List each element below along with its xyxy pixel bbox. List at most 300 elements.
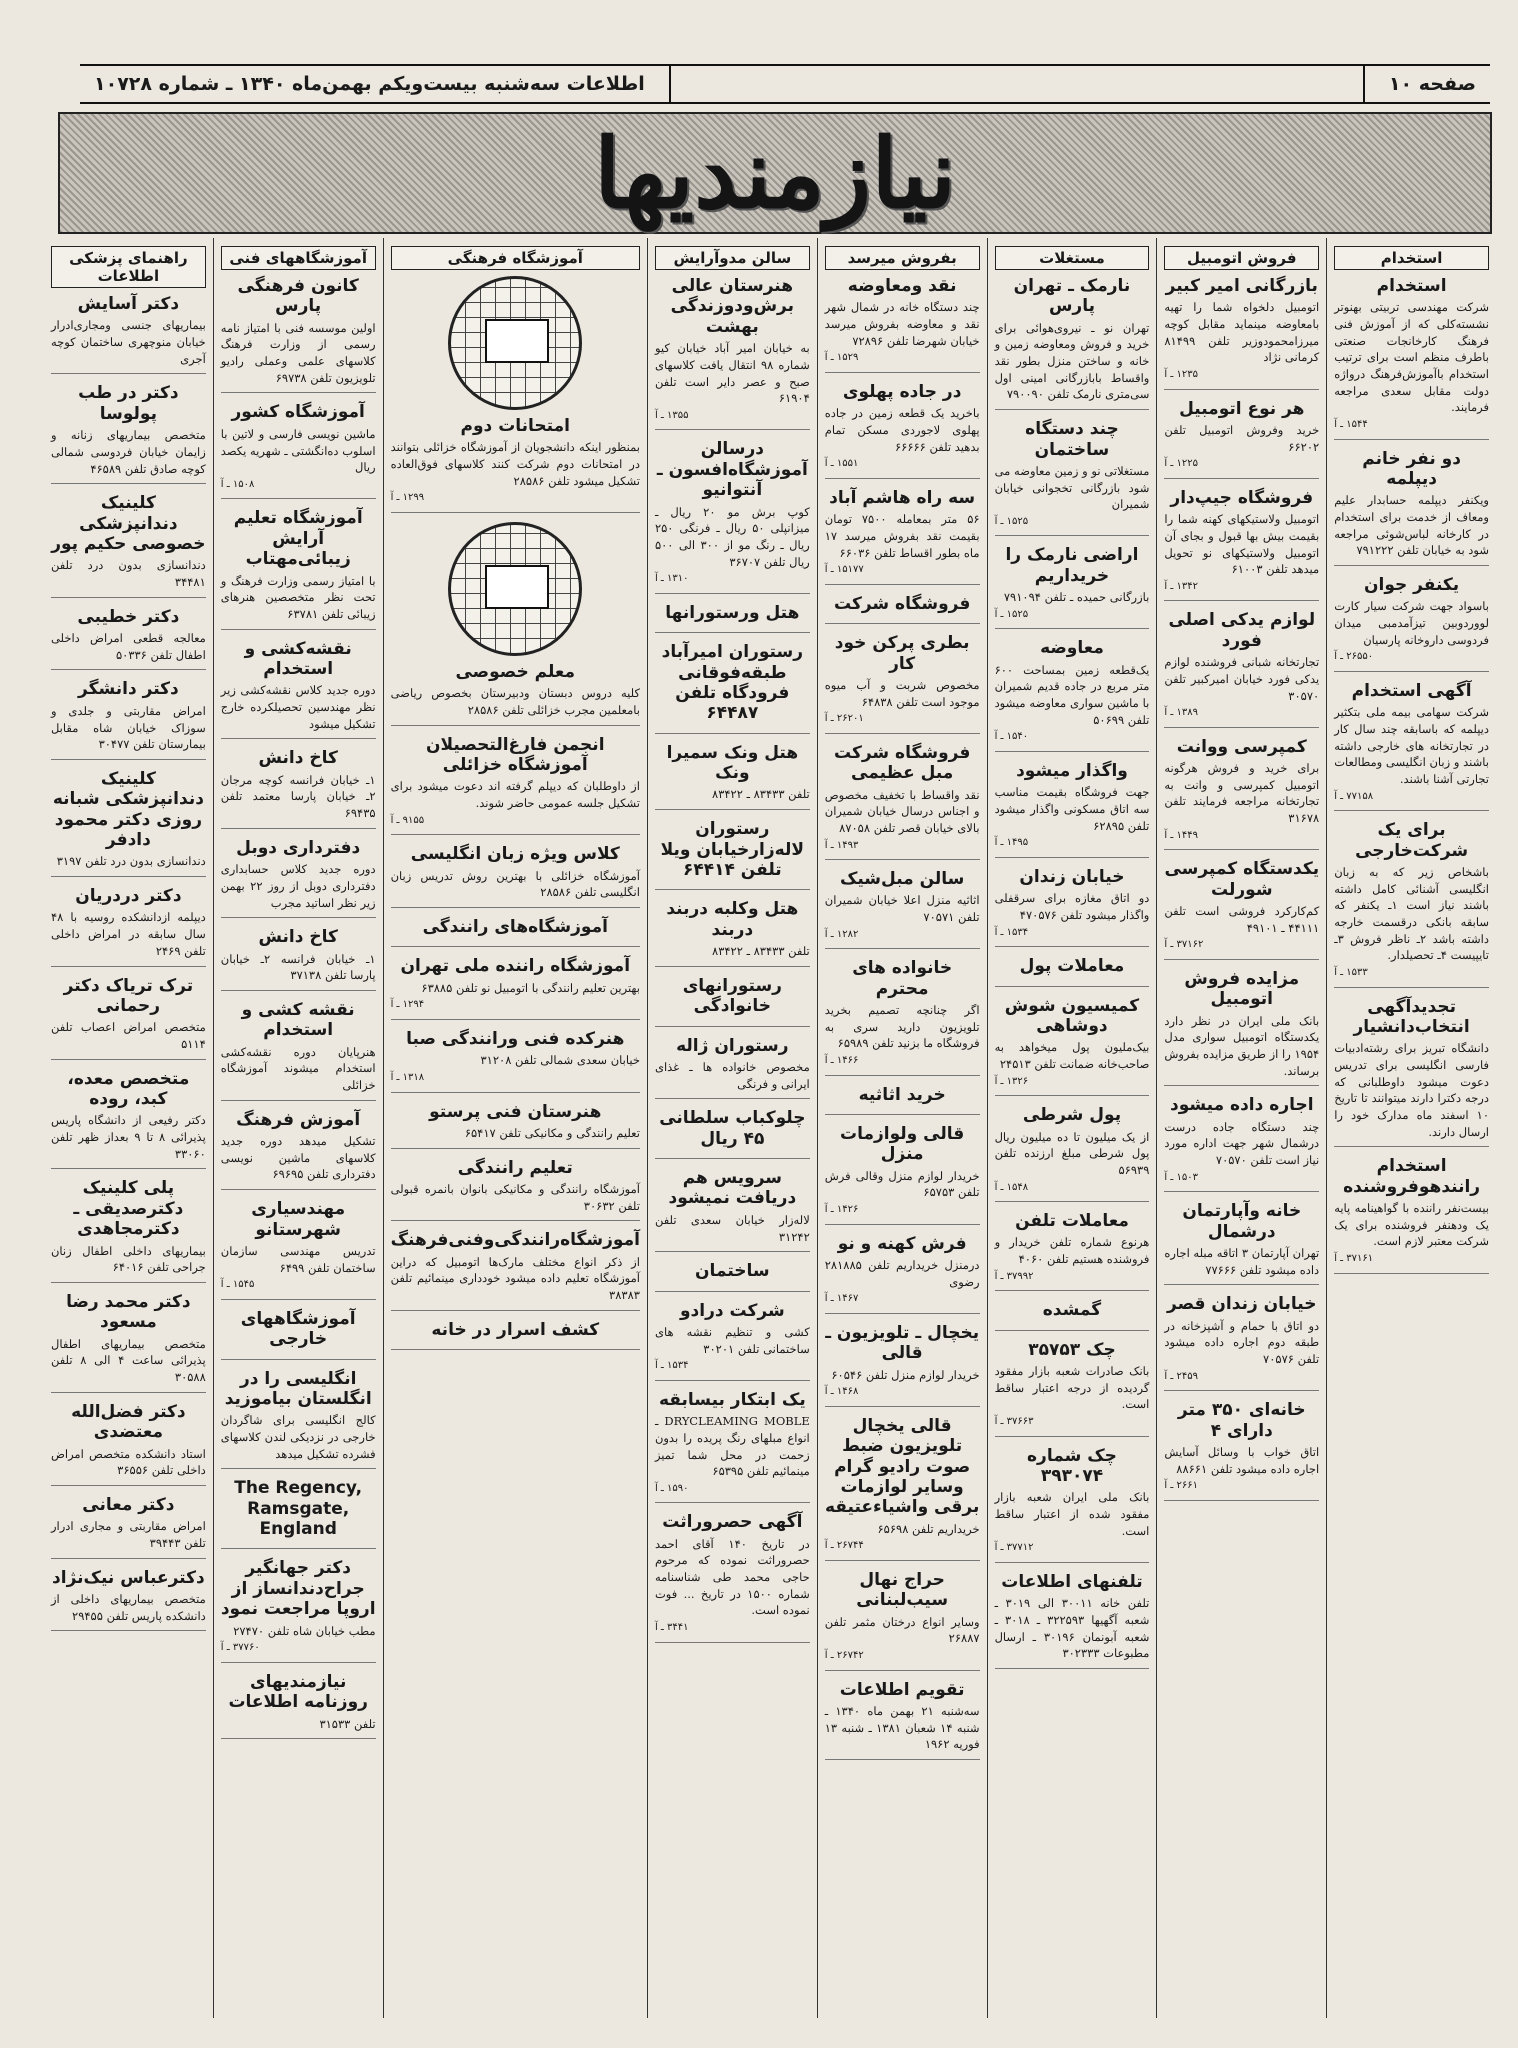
ad-body: کوپ برش مو ۲۰ ریال ـ میزانپلی ۵۰ ریال ـ فرنگی ۲۵۰ ریال ـ رنگ مو از ۳۰۰ الی ۵۰۰ ریال تلفن ۳۶۷۰۷: [654, 504, 810, 569]
classified-ad: [391, 1029, 640, 1093]
ad-code: ۳۷۱۶۱ ـ آ: [1334, 1253, 1374, 1265]
classified-ad: [51, 886, 206, 966]
ad-title: خانواده های محترم: [852, 958, 953, 999]
ad-title: هنرستان عالی برش‌ودوزندگی بهشت: [670, 276, 795, 337]
ad-title: مزایده فروش اتومبیل: [1184, 968, 1300, 1010]
ad-title: تقویم اطلاعات: [839, 1679, 965, 1700]
classified-ad: [1334, 575, 1489, 672]
classified-ad: [221, 1558, 376, 1662]
classified-ad: [1164, 1400, 1319, 1501]
ad-body: متخصص بیماریهای زنانه و زایمان خیابان فردوسی شمالی کوچه صادق تلفن ۴۶۵۸۹: [50, 428, 206, 476]
ad-body: بازرگانی حمیده ـ تلفن ۷۹۱۰۹۴: [1003, 590, 1150, 605]
ad-title: گمشده: [1042, 1300, 1102, 1321]
ad-title: فروشگاه شرکت: [833, 593, 971, 614]
ad-code: ۱۵۰۸ ـ آ: [220, 478, 255, 490]
ad-title: متخصص معده، کبد، روده: [67, 1068, 190, 1110]
section-heading: آموزشگاه فرهنگی: [391, 246, 640, 270]
ad-title: کمیسیون شوش دوشاهی: [1004, 995, 1140, 1036]
ad-title: بطری پرکن خود کار: [834, 633, 970, 674]
ad-body: بیماریهای داخلی اطفال زنان جراحی تلفن ۶۴۰۱۶: [50, 1243, 206, 1275]
ad-title: کمپرسی ووانت: [1176, 736, 1307, 757]
ad-title: فروشگاه جیپ‌دار: [1170, 487, 1314, 508]
ad-body: شرکت مهندسی تربیتی بهنوتر نشسته‌کلی که از آموزش فنی فرهنگ کارخانجات صنعتی باطرف منظم است برای ترتیب استخدام باآموزش‌فرهنگ درواژه دولت مقابل سعدی مراجعه فرمایند.: [1334, 300, 1489, 415]
ad-body: تدریس مهندسی سازمان ساختمان تلفن ۶۴۹۹: [220, 1243, 376, 1275]
ad-code: ۱۵۳۴ ـ آ: [654, 1360, 689, 1372]
ad-body: بانک ملی ایران در نظر دارد یکدستگاه اتومبیل سواری مدل ۱۹۵۴ را از طریق مزایده بفروش برساند.: [1164, 1013, 1320, 1078]
ad-body: به خیابان امیر آباد خیابان کیو شماره ۹۸ انتقال یافت کلاسهای صبح و عصر دایر است تلفن ۶۱۹۰۴: [654, 341, 810, 406]
ad-body: از ذکر انواع مختلف مارک‌ها اتومبیل که دراین آموزشگاه تعلیم داده میشود خودداری مینمائیم تلفن ۳۸۳۸۳: [390, 1254, 640, 1303]
ad-title: نقشه کشی و استخدام: [241, 999, 355, 1041]
ad-code: ۱۵۲۵ ـ آ: [994, 515, 1029, 527]
classified-ad: [1164, 969, 1319, 1086]
ad-title: آگهی استخدام: [1351, 680, 1472, 701]
classified-ad: [51, 679, 206, 759]
ad-title: کشف اسرار در خانه: [431, 1319, 600, 1340]
classified-ad: [51, 493, 206, 598]
ad-code: ۳۷۶۶۳ ـ آ: [994, 1416, 1034, 1428]
classified-ad: [825, 382, 980, 479]
classified-ad: [1164, 1095, 1319, 1192]
classified-ad: [1334, 276, 1489, 440]
ad-title: نیازمندیهای روزنامه اطلاعات: [228, 1671, 368, 1713]
classified-ad: [1334, 820, 1489, 987]
ad-column: [383, 238, 647, 2018]
ad-title: چلوکباب سلطانی ۴۵ ریال: [659, 1108, 806, 1149]
ad-title: واگذار میشود: [1016, 760, 1128, 781]
classified-ad: [655, 819, 810, 890]
classified-ad: [391, 1320, 640, 1350]
classified-ad: [825, 1416, 980, 1561]
classified-ad: [995, 1211, 1150, 1291]
ad-title: فروشگاه شرکت مبل عظیمی: [833, 742, 971, 784]
ad-body: استاد دانشکده متخصص امراض داخلی تلفن ۳۶۵۵۶: [50, 1446, 206, 1478]
ad-code: ۲۶۶۱ ـ آ: [1164, 1480, 1198, 1492]
ad-body: کشی و تنظیم نقشه های ساختمانی تلفن ۳۰۲۰۱: [654, 1324, 810, 1356]
classified-ad: [825, 1323, 980, 1407]
header-rule: [669, 66, 1365, 102]
ad-column: [1326, 238, 1496, 2018]
ad-body: اتومبیل ولاستیکهای کهنه شما را بقیمت بیش بها قبول و بجای آن اتومبیل ولاستیکهای نو تحویل میدهد تلفن ۶۱۰۰۳: [1164, 512, 1320, 577]
classified-ad: [825, 1680, 980, 1760]
ad-body: ۵۶ متر بمعامله ۷۵۰۰ تومان بقیمت نقد بفروش میرسد ۱۷ ماه بطور اقساط تلفن ۶۶۰۳۶: [824, 512, 980, 560]
classified-ad: [221, 1000, 376, 1101]
ad-title: آموزش فرهنگ: [236, 1109, 361, 1130]
classified-ad: [221, 276, 376, 393]
ad-title: نقد ومعاوضه: [847, 276, 957, 296]
ad-body: مخصوص خانواده ها ـ غذای ایرانی و فرنگی: [654, 1059, 810, 1091]
ad-code: ۲۶۵۵۰ ـ آ: [1334, 651, 1374, 663]
ad-title: چک ۳۵۷۵۳: [1028, 1339, 1116, 1360]
classified-ad: [825, 1124, 980, 1225]
ad-body: کم‌کارکرد فروشی است تلفن ۴۴۱۱۱ ـ ۴۹۱۰۱: [1164, 904, 1320, 935]
ad-code: ۱۴۹۳ ـ آ: [824, 839, 859, 851]
ad-body: بانک صادرات شعبه بازار مفقود گردیده از درجه اعتبار ساقط است.: [994, 1364, 1150, 1412]
classified-ad: [391, 1102, 640, 1149]
classified-ad: [825, 743, 980, 860]
ad-code: ۱۴۶۸ ـ آ: [824, 1386, 859, 1398]
ad-body: دو اتاق با حمام و آشپزخانه در طبقه دوم اجاره داده میشود تلفن ۷۰۵۷۶: [1164, 1318, 1320, 1367]
ad-body: آموزشگاه رانندگی و مکانیکی بانوان بانمره قبولی تلفن ۳۰۶۳۲: [390, 1181, 640, 1213]
ad-body: مخصوص شربت و آب میوه موجود است تلفن ۶۴۸۳۸: [824, 677, 980, 709]
ad-code: ۱۴۶۶ ـ آ: [824, 1055, 859, 1067]
classified-ad: [51, 769, 206, 877]
ad-code: ۳۷۷۱۲ ـ آ: [994, 1542, 1034, 1554]
classified-ad: [995, 996, 1150, 1097]
ad-title: خیابان زندان قصر: [1167, 1294, 1317, 1315]
ad-body: درمنزل خریداریم تلفن ۲۸۱۸۸۵ رضوی: [824, 1257, 980, 1289]
ad-code: ۱۴۴۹ ـ آ: [1164, 829, 1198, 841]
section-heading: سالن مدوآرایش: [655, 246, 810, 270]
ad-title: در جاده پهلوی: [842, 381, 962, 402]
ad-title: سه راه هاشم آباد: [829, 487, 976, 508]
ad-title: انجمن فارغ‌التحصیلان آموزشگاه خزائلی: [426, 734, 605, 776]
classified-ad: [825, 1570, 980, 1671]
ad-body: دندانسازی بدون درد تلفن ۳۱۹۷: [56, 854, 206, 869]
ad-title: خیابان زندان: [1019, 866, 1125, 887]
ad-body: نقد واقساط با تخفیف مخصوص و اجناس درسال خیابان شمیران بالای خیابان قصر تلفن ۸۷۰۵۸: [824, 787, 980, 835]
ad-body: بیست‌نفر راننده با گواهینامه پایه یک ودهنفر فروشنده برای یک شرکت معتبر لازم است.: [1334, 1201, 1489, 1249]
ad-code: ۱۴۲۶ ـ آ: [824, 1204, 859, 1216]
ad-title: معاملات تلفن: [1015, 1211, 1129, 1232]
classified-ad: [51, 1292, 206, 1393]
classified-ad: [221, 748, 376, 828]
ad-code: ۱۵۴۸ ـ آ: [994, 1181, 1029, 1193]
section-heading: بفروش میرسد: [825, 246, 980, 270]
classified-ad: [995, 956, 1150, 986]
ad-body: تلفن ۸۳۴۳۳ ـ ۸۳۴۲۲: [712, 787, 810, 802]
ad-code: ۱۳۸۹ ـ آ: [1164, 707, 1198, 719]
ad-columns: [44, 238, 1496, 2018]
ad-body: تشکیل میدهد دوره جدید کلاسهای ماشین نویسی دفترداری تلفن ۶۹۶۹۵: [220, 1134, 376, 1182]
classified-ad: [221, 1110, 376, 1190]
ad-title: معاملات پول: [1019, 956, 1125, 977]
ad-body: DRYCLEAMING MOBLE ـ انواع مبلهای رنگ پریده را بدون زحمت در محل شما تمیز مینمائیم تلفن ۶۵۳۹۵: [654, 1414, 810, 1479]
ad-title: دکتر فضل‌الله معتضدی: [71, 1401, 186, 1443]
classified-ad: [391, 1230, 640, 1310]
classified-ad: [51, 1178, 206, 1283]
ad-title: شرکت درادو: [679, 1300, 785, 1321]
ad-title: بازرگانی امیر کبیر: [1165, 276, 1318, 296]
ad-body: بانک ملی ایران شعبه بازار مفقود شده از اعتبار ساقط است.: [994, 1490, 1150, 1538]
ad-body: از یک میلیون تا ده میلیون ریال پول شرطی مبلغ ارزنده تلفن ۵۶۹۳۹: [994, 1129, 1150, 1177]
ad-column: [817, 238, 987, 2018]
ad-body: مستغلاتی نو و زمین معاوضه می شود بازرگانی تخجوانی خیابان شمیران: [994, 463, 1150, 512]
ad-body: خرید وفروش اتومبیل تلفن ۶۶۲۰۲: [1164, 422, 1320, 454]
classified-ad: [825, 633, 980, 734]
ad-code: ۱۴۹۵ ـ آ: [994, 837, 1029, 849]
classified-ad: [655, 899, 810, 966]
ad-title: هنرکده فنی ورانندگی صبا: [406, 1028, 625, 1049]
ad-body: کلیه دروس دبستان ودبیرستان بخصوص ریاضی بامعلمین مجرب خزائلی تلفن ۲۸۵۸۶: [390, 686, 640, 717]
ad-title: آموزشگاههای خارجی: [240, 1308, 356, 1350]
classified-ad: [1334, 681, 1489, 811]
ad-code: ۱۵۳۳ ـ آ: [1334, 967, 1368, 979]
ad-body: سه‌شنبه ۲۱ بهمن ماه ۱۳۴۰ ـ شنبه ۱۴ شعبان ۱۳۸۱ ـ شنبه ۱۳ فوریه ۱۹۶۲: [824, 1703, 980, 1752]
ad-code: ۱۵۵۱ ـ آ: [824, 458, 859, 470]
classified-ad: [995, 1340, 1150, 1437]
ad-title: کانون فرهنگی پارس: [237, 276, 359, 317]
ad-title: قالی ولوازمات منزل: [840, 1123, 965, 1165]
section-heading: فروش اتومبیل: [1164, 246, 1319, 270]
classified-ad: [825, 1234, 980, 1314]
classified-ad: [51, 1568, 206, 1632]
classified-ad: [1164, 1201, 1319, 1285]
ad-title: اجاره داده میشود: [1169, 1095, 1314, 1116]
ad-title: آموزشگاه‌های رانندگی: [422, 917, 608, 937]
top-header-bar: [80, 64, 1490, 104]
ad-title: رستوران لاله‌زارخیابان ویلا تلفن ۶۴۴۱۴: [660, 819, 805, 880]
ad-body: امراض مقاربتی و جلدی و سوزاک خیابان شاه مقابل بیمارستان تلفن ۳۰۴۷۷: [50, 703, 206, 752]
ad-title: هنرستان فنی پرستو: [429, 1101, 602, 1122]
ad-title: دکتر دانشگر: [78, 679, 179, 700]
ad-title: یکدستگاه کمپرسی شورلت: [1164, 859, 1320, 900]
classified-ad: [391, 416, 640, 513]
ad-title: هر نوع اتومبیل: [1179, 398, 1305, 419]
ad-body: تعلیم رانندگی و مکانیکی تلفن ۶۵۴۱۷: [464, 1125, 640, 1140]
ad-body: هرنوع شماره تلفن خریدار و فروشنده هستیم تلفن ۴۰۶۰: [994, 1235, 1150, 1267]
ad-title: یک ابتکار بیسابقه: [658, 1389, 806, 1410]
classified-ad: [221, 927, 376, 991]
ad-body: آموزشگاه خزائلی با بهترین روش تدریس زبان انگلیسی تلفن ۲۸۵۸۶: [390, 868, 640, 900]
ad-title: رستوران امیرآباد طبقه‌فوقانی فرودگاه تلفن ۶۴۴۸۷: [661, 642, 804, 724]
ad-title: نارمک ـ تهران پارس: [1013, 276, 1131, 317]
ad-body: اثاثیه منزل اعلا خیابان شمیران تلفن ۷۰۵۷۱: [824, 893, 980, 925]
ad-title: دو نفر خانم دیپلمه: [1362, 448, 1461, 489]
ad-body: متخصص امراض اعصاب تلفن ۵۱۱۴: [50, 1020, 206, 1051]
classified-ad: [995, 1105, 1150, 1202]
classified-ad: [995, 419, 1150, 536]
ad-title: چند دستگاه ساختمان: [1025, 419, 1119, 460]
classified-ad: [995, 1446, 1150, 1563]
ad-code: ۱۵۹۰ ـ آ: [654, 1482, 689, 1494]
ad-body: تهران آپارتمان ۳ اتاقه مبله اجاره داده میشود تلفن ۷۷۶۶۶: [1164, 1246, 1320, 1277]
classified-ad: [221, 1369, 376, 1470]
classified-ad: [655, 642, 810, 734]
classified-ad: [655, 1512, 810, 1642]
ad-body: بمنظور اینکه دانشجویان از آموزشگاه خزائلی بتوانند در امتحانات دوم شرکت کنند کلاسهای فوق‌العاده تشکیل میشود تلفن ۲۸۵۸۶: [390, 440, 640, 488]
ad-title: آموزشگاه تعلیم آرایش زیبائی‌مهتاب: [233, 508, 363, 570]
ad-body: در تاریخ ۱۴۰ آقای احمد حصروراثت نموده که مرحوم حاجی محمد طی شناسنامه شماره ۱۵۰۰ در تاریخ ... فوت نموده است.: [654, 1536, 810, 1618]
ad-code: ۲۶۷۴۴ ـ آ: [824, 1540, 864, 1552]
ad-title: کلینیک دندانپزشکی شبانه روزی دکتر محمود دادفر: [52, 768, 204, 851]
ad-body: اتومبیل دلخواه شما را تهیه بامعاوضه مینماید مقابل کوچه میرزامحمودوزیر تلفن ۸۱۴۹۹ کرمانی نژاد: [1164, 300, 1320, 365]
ad-body: معالجه قطعی امراض داخلی اطفال تلفن ۵۰۳۳۶: [50, 631, 206, 662]
classified-ad: [221, 402, 376, 499]
school-globe-emblem-icon: [448, 522, 582, 656]
classified-ad: [995, 1572, 1150, 1669]
ad-title: کاخ دانش: [258, 927, 338, 948]
ad-body: ۱ـ خیابان فرانسه کوچه مرجان ۲ـ خیابان پارسا معتمد تلفن ۶۹۴۳۵: [220, 772, 376, 821]
ad-column: [1156, 238, 1326, 2018]
classified-ad: [391, 735, 640, 836]
ad-title: آگهی حصروراثت: [662, 1512, 803, 1533]
classified-ad: [655, 1390, 810, 1504]
classified-ad: [391, 917, 640, 947]
ad-body: باسواد جهت شرکت سیار کارت لووردوبین تیزآمدمبی میدان فردوسی داروخانه پارسیان: [1334, 599, 1489, 647]
classified-ad: [825, 488, 980, 585]
ad-body: خریدار لوازم منزل وقالی فرش تلفن ۶۵۷۵۳: [824, 1168, 980, 1200]
ad-body: خریداریم تلفن ۶۵۶۹۸: [877, 1521, 980, 1536]
ad-title: لوازم یدکی اصلی فورد: [1168, 610, 1316, 651]
classified-ad: [221, 1199, 376, 1300]
ad-title: برای یک شرکت‌خارجی: [1355, 820, 1469, 861]
classified-ad: [995, 638, 1150, 752]
ad-code: ۱۵۰۳ ـ آ: [1164, 1171, 1198, 1183]
classified-ad: [825, 594, 980, 624]
classified-ad: [51, 607, 206, 671]
ad-title: ساختمان: [695, 1261, 770, 1282]
classified-ad: [391, 1158, 640, 1222]
ad-title: هتل ونک سمیرا ونک: [666, 742, 799, 784]
ad-body: دوره جدید کلاس نقشه‌کشی زیر نظر مهندسین تحصیلکرده خارج تشکیل میشود: [220, 683, 376, 731]
ad-title: آموزشگاه‌رانندگی‌وفنی‌فرهنگ: [390, 1230, 640, 1251]
ad-title: مهندسیاری شهرستانو: [251, 1199, 346, 1240]
ad-body: جهت فروشگاه بقیمت مناسب سه اتاق مسکونی واگذار میشود تلفن ۶۲۸۹۵: [994, 785, 1150, 833]
ad-title: آموزشگاه راننده‌ ملی تهران: [400, 956, 631, 977]
ad-body: یک‌قطعه زمین بمساحت ۶۰۰ متر مربع در جاده قدیم شمیران با ماشین سواری معاوضه میشود تلفن ۵۰۶۹۹: [994, 662, 1150, 727]
ad-body: متخصص بیماریهای داخلی از دانشکده پاریس تلفن ۲۹۴۵۵: [50, 1591, 206, 1623]
ad-body: بهترین تعلیم رانندگی با اتومبیل نو تلفن ۶۳۸۸۵: [421, 980, 640, 995]
classified-ad: [221, 1672, 376, 1739]
banner-title: نیازمندیها: [593, 116, 957, 230]
ad-code: ۱۳۱۰ ـ آ: [654, 573, 689, 585]
ad-title: یکنفر جوان: [1364, 575, 1460, 596]
ad-body: دو اتاق مغازه برای سرقفلی واگذار میشود تلفن ۴۷۰۵۷۶: [994, 891, 1150, 922]
ad-body: تجارتخانه شبانی فروشنده لوازم یدکی فورد خیابان امیرکبیر تلفن ۳۰۵۷۰: [1164, 655, 1320, 703]
ad-body: لاله‌زار خیابان سعدی تلفن ۳۱۲۴۲: [654, 1212, 810, 1244]
classified-ad: [995, 1300, 1150, 1330]
date-line: اطلاعات سه‌شنبه بیست‌و‌یکم بهمن‌ماه ۱۳۴۰ ـ شماره ۱۰۷۲۸: [94, 73, 645, 95]
ad-title: خانه وآپارتمان درشمال: [1182, 1201, 1302, 1242]
ad-body: اگر چنانچه تصمیم بخرید تلویزیون دارید سری به فروشگاه ما بزنید تلفن ۶۵۹۸۹: [824, 1003, 980, 1051]
ad-body: تلفن ۸۳۴۳۳ ـ ۸۳۴۲۲: [712, 944, 810, 959]
ad-title: انگلیسی را در انگلستان بیاموزید: [224, 1368, 372, 1409]
classified-ad: [655, 976, 810, 1027]
classified-ad: [995, 276, 1150, 410]
ad-title: The Regency, Ramsgate, England: [234, 1478, 363, 1540]
ad-title: خانه‌ای ۳۵۰ متر دارای ۴: [1177, 1400, 1306, 1441]
ad-title: دکتر در طب پولوسا: [78, 383, 179, 424]
ad-body: چند دستگاه جاده درست درشمال شهر جهت اداره مورد نیاز است تلفن ۷۰۵۷۰: [1164, 1119, 1320, 1168]
ad-title: دکتر جهانگیر جراح‌دندانساز از اروپا مراجعت نمود: [220, 1558, 376, 1620]
ad-code: ۱۵۱۷۷ ـ آ: [824, 564, 864, 576]
ad-column: [44, 238, 213, 2018]
ad-title: دکتر دردریان: [75, 886, 182, 907]
ad-code: ۱۵۲۵ ـ آ: [994, 608, 1029, 620]
ad-code: ۱۲۸۲ ـ آ: [824, 928, 859, 940]
ad-body: چند دستگاه خانه در شمال شهر نقد و معاوضه بفروش میرسد خیابان شهرضا تلفن ۷۲۸۹۶: [824, 300, 980, 348]
ad-code: ۷۷۱۵۸ ـ آ: [1334, 790, 1374, 802]
classified-ad: [995, 867, 1150, 947]
classified-ad: [655, 1036, 810, 1100]
ad-title: دکترعباس نیک‌نژاد: [52, 1567, 205, 1588]
ad-code: ۲۴۵۹ ـ آ: [1164, 1370, 1198, 1382]
ad-code: ۱۲۹۹ ـ آ: [390, 492, 425, 504]
ad-title: سالن مبل‌شیک: [839, 869, 965, 890]
classified-ad: [1334, 997, 1489, 1148]
ad-title: نقشه‌کشی و استخدام: [244, 638, 352, 679]
classified-ad: [51, 976, 206, 1060]
classified-ad: [655, 439, 810, 593]
open-book-icon: [485, 319, 549, 363]
ad-title: ترک تریاک دکتر رحمانی: [63, 975, 194, 1016]
ad-body: بیماریهای جنسی ومجاری‌ادرار خیابان منوچهری ساختمان کوچه آجری: [50, 318, 206, 366]
classified-ad: [221, 1478, 376, 1549]
ad-code: ۱۵۴۴ ـ آ: [1334, 419, 1368, 431]
ad-body: برای خرید و فروش هرگونه اتومبیل کمپرسی و وانت به تجارتخانه مراجعه فرمایند تلفن ۳۱۶۷۸: [1164, 761, 1320, 826]
ad-body: با امتیاز رسمی وزارت فرهنگ و تحت نظر متخصصین هنرهای زیبائی تلفن ۶۳۷۸۱: [220, 573, 376, 621]
ad-code: ۱۲۹۴ ـ آ: [390, 999, 425, 1011]
ad-title: هتل ورستورانها: [665, 602, 800, 623]
classified-ad: [51, 1402, 206, 1486]
ad-title: دکتر آسایش: [77, 294, 180, 314]
ad-body: امراض مقاربتی و مجاری ادرار تلفن ۳۹۴۴۳: [50, 1519, 206, 1550]
classified-ad: [1334, 449, 1489, 566]
ad-title: دکتر معانی: [82, 1494, 175, 1515]
ad-title: امتحانات دوم: [460, 416, 570, 436]
ad-body: دانشگاه تبریز برای رشته‌ادبیات فارسی انگلیسی برای تدریس دعوت میشود داوطلبانی که درجه دکترا دارند میتوانند تا تاریخ ۱۰ اسفند ماه مدارک خود را ارسال دارند.: [1334, 1041, 1489, 1139]
classified-ad: [655, 603, 810, 633]
classified-ad: [51, 1069, 206, 1170]
ad-title: آموزشگاه کشور: [231, 402, 365, 423]
ad-code: ۱۵۲۹ ـ آ: [824, 352, 859, 364]
ad-body: دوره جدید کلاس حسابداری دفترداری دوبل از روز ۲۲ بهمن زیر نظر اساتید مجرب: [220, 862, 376, 910]
classified-ad: [1164, 399, 1319, 479]
ad-code: ۱۳۲۶ ـ آ: [994, 1075, 1029, 1087]
classified-ad: [995, 545, 1150, 629]
ad-title: پول شرطی: [1022, 1105, 1122, 1126]
ad-title: کاخ دانش: [258, 748, 338, 769]
ad-title: تلفنهای اطلاعات: [1001, 1571, 1143, 1592]
section-heading: آموزشگاههای فنی: [221, 246, 376, 270]
ad-body: هنرپایان دوره نقشه‌کشی استخدام میشوند آموزشگاه خزائلی: [220, 1044, 376, 1093]
classified-ad: [655, 743, 810, 810]
classifieds-banner: [58, 112, 1492, 234]
ad-code: ۱۵۳۴ ـ آ: [994, 926, 1029, 938]
section-heading: استخدام: [1334, 246, 1489, 270]
open-book-icon: [485, 565, 549, 609]
classified-ad: [655, 276, 810, 430]
classified-ad: [1164, 488, 1319, 602]
ad-title: معاوضه: [1040, 638, 1104, 659]
ad-body: ویکنفر دیپلمه حسابدار علیم ومعاف از خدمت برای استخدام در کارخانه لباس‌شوئی مراجعه شود به خیابان تلفن ۷۹۱۲۲۲: [1334, 493, 1489, 558]
ad-code: ۱۵۴۰ ـ آ: [994, 731, 1029, 743]
ad-title: اراضی نارمک را خریداریم: [1005, 545, 1139, 586]
ad-code: ۳۷۱۶۲ ـ آ: [1164, 939, 1204, 951]
classified-ad: [655, 1108, 810, 1159]
section-heading: راهنمای پزشکی اطلاعات: [51, 246, 206, 288]
ad-title: معلم خصوصی: [455, 661, 576, 682]
ad-title: کلینیک دندانپزشکی خصوصی حکیم پور: [51, 493, 206, 554]
ad-title: دکتر خطیبی: [77, 606, 180, 627]
school-globe-emblem-icon: [448, 276, 582, 410]
ad-title: فرش کهنه و نو: [837, 1233, 967, 1254]
ad-code: ۱۲۳۵ ـ آ: [1164, 369, 1198, 381]
classified-ad: [221, 639, 376, 740]
ad-code: ۱۵۴۵ ـ آ: [220, 1279, 255, 1291]
ad-body: وسایر انواع درختان مثمر تلفن ۲۶۸۸۷: [824, 1614, 980, 1646]
ad-body: خریدار لوازم منزل تلفن ۶۰۵۴۶: [831, 1367, 980, 1382]
ad-body: تلفن ۳۱۵۳۳: [319, 1716, 376, 1731]
classified-ad: [655, 1168, 810, 1252]
ad-body: کالج انگلیسی برای شاگردان خارجی در نزدیکی لندن کلاسهای فشرده تشکیل میدهد: [220, 1413, 376, 1461]
classified-ad: [655, 1301, 810, 1381]
classified-ad: [391, 956, 640, 1020]
ad-column: [213, 238, 383, 2018]
classified-ad: [51, 1495, 206, 1559]
ad-title: پلی کلینیک دکترصدیقی ـ دکترمجاهدی: [73, 1178, 184, 1240]
ad-title: چک شماره ۳۹۳۰۷۴: [1027, 1445, 1117, 1486]
